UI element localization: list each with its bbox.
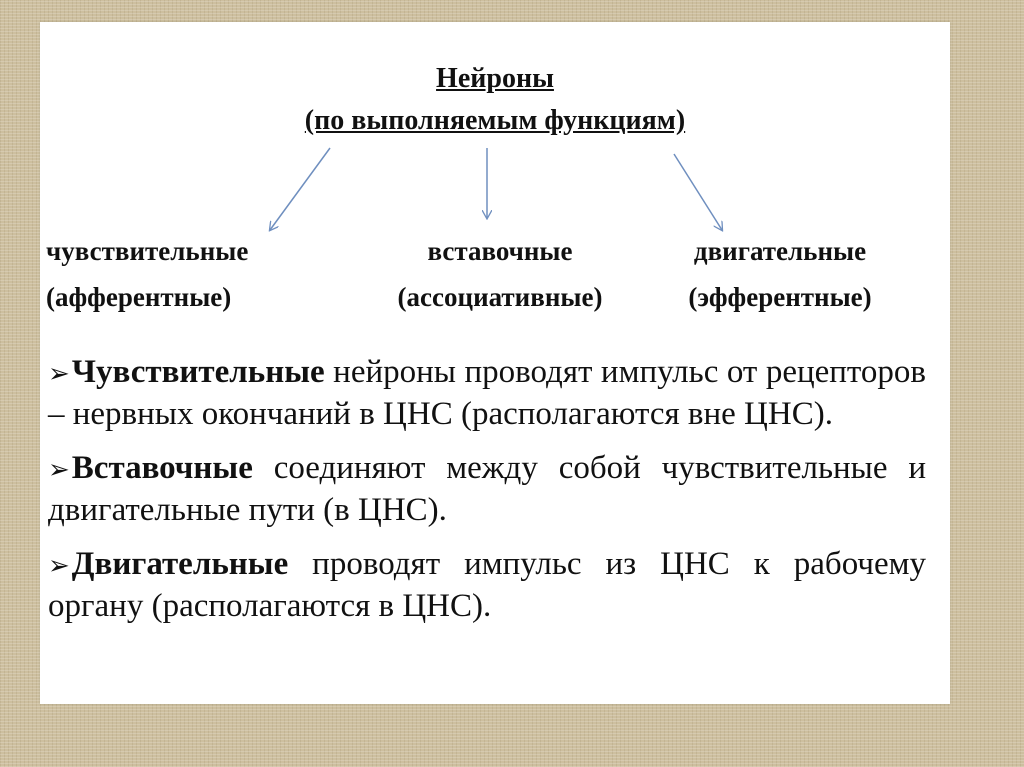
category-name: чувствительные <box>46 236 249 266</box>
category-name: двигательные <box>693 236 867 266</box>
bullet-arrow-icon: ➢ <box>48 359 70 389</box>
bullet-motor <box>48 544 926 626</box>
bullet-text: нейроны проводят импульс от рецепторов – нервных окончаний в ЦНС (располагаются вне ЦНС). <box>48 354 926 432</box>
category-alt-name: (афферентные) <box>46 282 232 312</box>
bullet-sensory <box>48 352 926 434</box>
bullet-text: соединяют между собой чувствительные и двигательные пути (в ЦНС). <box>48 450 926 528</box>
category-sensory <box>46 228 248 320</box>
bullet-term: Чувствительные <box>71 354 325 390</box>
bullet-term: Вставочные <box>71 450 253 486</box>
category-name: вставочные <box>427 236 573 266</box>
title-line-2: (по выполняемым функциям) <box>304 105 686 136</box>
bullet-term: Двигательные <box>71 546 289 582</box>
slide <box>40 22 950 704</box>
arrow-to-sensory <box>270 148 330 230</box>
bullet-text: проводят импульс из ЦНС к рабочему органу (располагаются в ЦНС). <box>48 546 926 624</box>
bullet-interneuron <box>48 448 926 530</box>
category-interneuron <box>350 228 650 320</box>
bullet-arrow-icon: ➢ <box>48 455 70 485</box>
title-line-1: Нейроны <box>436 63 554 94</box>
bullet-list <box>48 352 926 640</box>
category-motor <box>660 228 900 320</box>
category-alt-name: (ассоциативные) <box>397 282 603 312</box>
category-alt-name: (эфферентные) <box>688 282 872 312</box>
arrow-to-motor <box>674 154 722 230</box>
bullet-arrow-icon: ➢ <box>48 551 70 581</box>
